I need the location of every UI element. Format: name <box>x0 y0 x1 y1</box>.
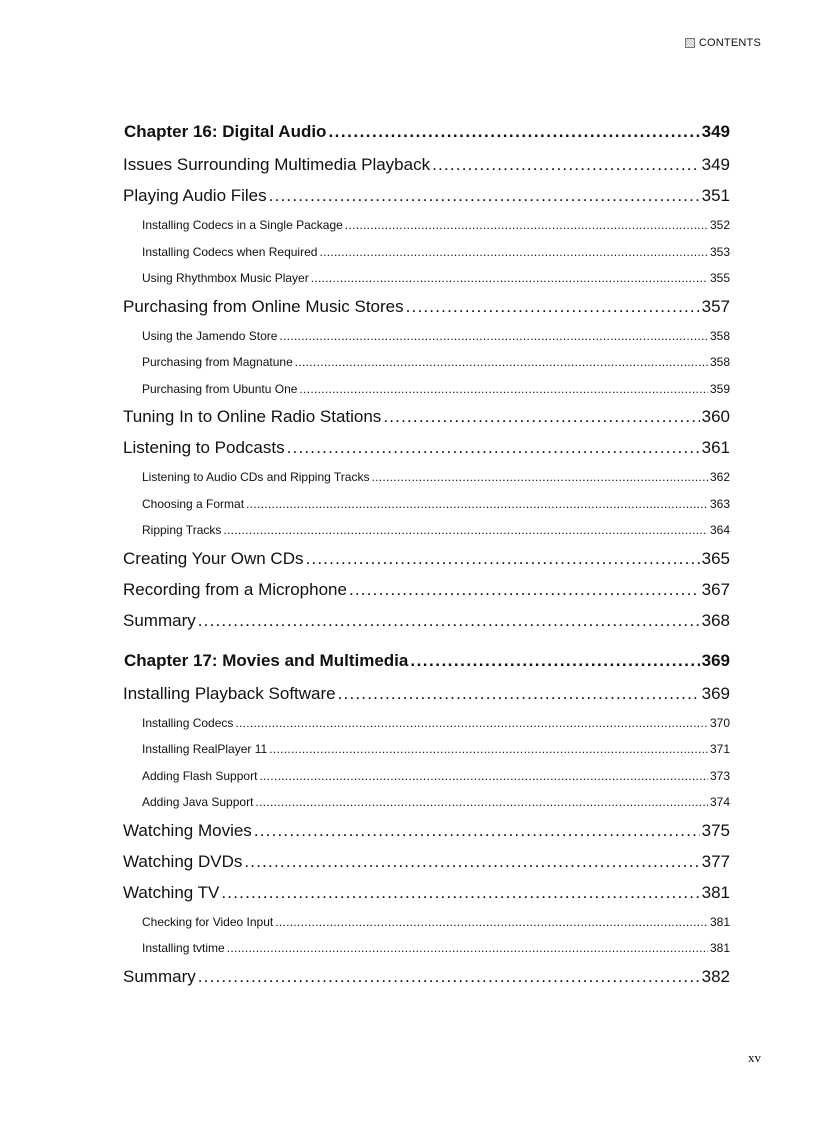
toc-entry-title: Creating Your Own CDs <box>123 548 304 568</box>
dot-leader <box>198 606 700 636</box>
dot-leader <box>279 323 708 349</box>
toc-entry-page: 370 <box>709 715 730 730</box>
dot-leader <box>319 239 708 265</box>
toc-sub-entry[interactable] <box>142 935 730 962</box>
toc-entry-page: 353 <box>709 244 730 259</box>
dot-leader <box>244 847 699 877</box>
toc-entry-title: Adding Flash Support <box>142 768 258 783</box>
toc-entry-title: Installing Codecs in a Single Package <box>142 218 343 232</box>
toc-entry-title: Installing Playback Software <box>123 683 336 703</box>
toc-sub-entry[interactable] <box>142 909 730 936</box>
toc-sub-entry[interactable] <box>142 239 730 266</box>
toc-entry-title: Adding Java Support <box>142 795 254 809</box>
toc-entry-title: Purchasing from Magnatune <box>142 355 293 369</box>
toc-entry-page: 373 <box>709 768 730 783</box>
toc-entry-title: Installing tvtime <box>142 941 225 955</box>
dot-leader <box>432 150 700 180</box>
toc-entry-title: Playing Audio Files <box>123 186 267 205</box>
dot-leader <box>410 647 699 675</box>
running-header <box>685 37 761 49</box>
toc-entry-page: 349 <box>701 122 730 141</box>
toc-entry-page: 361 <box>701 438 730 457</box>
toc-entry-page: 381 <box>709 941 730 955</box>
toc-entry-title: Tuning In to Online Radio Stations <box>123 407 382 426</box>
dot-leader <box>269 736 708 762</box>
toc-section-entry[interactable] <box>123 679 730 710</box>
dot-leader <box>275 909 708 935</box>
toc-entry-page: 351 <box>701 186 730 205</box>
toc-chapter-entry[interactable] <box>124 647 730 679</box>
toc-entry-title: Issues Surrounding Multimedia Playback <box>123 155 431 174</box>
toc-entry-title: Checking for Video Input <box>142 914 274 929</box>
dot-leader <box>246 491 708 517</box>
toc-entry-title: Chapter 17: Movies and Multimedia <box>124 650 409 670</box>
toc-entry-page: 381 <box>701 882 730 902</box>
toc-entry-page: 368 <box>701 610 730 630</box>
toc-entry-page: 367 <box>701 579 730 599</box>
toc-entry-title: Listening to Podcasts <box>123 438 285 457</box>
toc-entry-title: Watching DVDs <box>123 851 243 871</box>
toc-entry-page: 382 <box>701 966 730 986</box>
toc-sub-entry[interactable] <box>142 517 730 544</box>
toc-entry-page: 358 <box>709 328 730 343</box>
toc-sub-entry[interactable] <box>142 736 730 763</box>
toc-section-entry[interactable] <box>123 606 730 637</box>
toc-entry-page: 365 <box>701 548 730 568</box>
dot-leader <box>349 575 700 605</box>
table-of-contents <box>104 118 730 993</box>
dot-leader <box>295 349 708 375</box>
page-number: xv <box>748 1050 761 1065</box>
toc-entry-page: 369 <box>701 650 730 670</box>
toc-section-entry[interactable] <box>123 544 730 575</box>
toc-section-entry[interactable] <box>123 150 730 181</box>
toc-section-entry[interactable] <box>123 878 730 909</box>
toc-entry-title: Summary <box>123 966 196 986</box>
toc-entry-page: 359 <box>709 381 730 396</box>
toc-section-entry[interactable] <box>123 181 730 212</box>
toc-sub-entry[interactable] <box>142 710 730 737</box>
dot-leader <box>371 464 708 490</box>
toc-entry-title: Installing RealPlayer 11 <box>142 742 268 756</box>
toc-entry-page: 363 <box>709 496 730 511</box>
toc-section-entry[interactable] <box>123 292 730 323</box>
toc-entry-page: 355 <box>709 271 730 285</box>
toc-entry-title: Chapter 16: Digital Audio <box>124 122 327 141</box>
dot-leader <box>221 878 699 908</box>
toc-entry-title: Choosing a Format <box>142 496 245 511</box>
running-header-label: CONTENTS <box>698 37 761 49</box>
dot-leader <box>383 402 699 432</box>
dot-leader <box>328 118 699 146</box>
toc-entry-title: Purchasing from Ubuntu One <box>142 381 298 396</box>
dot-leader <box>255 789 708 815</box>
chapter-gap <box>104 637 730 647</box>
toc-section-entry[interactable] <box>123 433 730 464</box>
toc-chapter-entry[interactable] <box>124 118 730 150</box>
toc-section-entry[interactable] <box>123 816 730 847</box>
toc-entry-title: Summary <box>123 610 196 630</box>
toc-entry-title: Recording from a Microphone <box>123 579 347 599</box>
toc-entry-title: Using the Jamendo Store <box>142 328 278 343</box>
dot-leader <box>299 376 708 402</box>
toc-entry-page: 349 <box>701 155 730 174</box>
dot-leader <box>223 517 708 543</box>
toc-entry-page: 369 <box>701 683 730 703</box>
toc-sub-entry[interactable] <box>142 323 730 350</box>
toc-section-entry[interactable] <box>123 402 730 433</box>
toc-sub-entry[interactable] <box>142 789 730 816</box>
toc-section-entry[interactable] <box>123 575 730 606</box>
dot-leader <box>254 816 700 846</box>
toc-entry-title: Ripping Tracks <box>142 523 222 537</box>
toc-entry-page: 374 <box>709 795 730 809</box>
toc-section-entry[interactable] <box>123 962 730 993</box>
toc-entry-title: Installing Codecs when Required <box>142 244 318 259</box>
toc-entry-title: Purchasing from Online Music Stores <box>123 296 404 316</box>
toc-entry-title: Installing Codecs <box>142 715 234 730</box>
toc-entry-page: 375 <box>701 820 730 840</box>
dot-leader <box>345 212 708 238</box>
dot-leader <box>311 265 708 291</box>
dot-leader <box>287 433 700 463</box>
toc-entry-page: 371 <box>709 742 730 756</box>
toc-entry-title: Using Rhythmbox Music Player <box>142 271 309 285</box>
dot-leader <box>198 962 700 992</box>
dot-leader <box>235 710 708 736</box>
toc-entry-page: 377 <box>701 851 730 871</box>
toc-sub-entry[interactable] <box>142 212 730 239</box>
toc-section-entry[interactable] <box>123 847 730 878</box>
dot-leader <box>406 292 700 322</box>
toc-entry-title: Listening to Audio CDs and Ripping Tracks <box>142 470 370 484</box>
toc-entry-page: 357 <box>701 296 730 316</box>
toc-entry-title: Watching TV <box>123 882 220 902</box>
toc-entry-page: 352 <box>709 218 730 232</box>
dot-leader <box>259 763 708 789</box>
square-bullet-icon <box>685 38 695 48</box>
toc-sub-entry[interactable] <box>142 265 730 292</box>
toc-sub-entry[interactable] <box>142 376 730 403</box>
toc-sub-entry[interactable] <box>142 491 730 518</box>
dot-leader <box>227 935 708 961</box>
toc-entry-page: 364 <box>709 523 730 537</box>
toc-entry-page: 362 <box>709 470 730 484</box>
toc-entry-page: 381 <box>709 914 730 929</box>
dot-leader <box>269 181 700 211</box>
dot-leader <box>305 544 699 574</box>
toc-entry-title: Watching Movies <box>123 820 252 840</box>
dot-leader <box>338 679 700 709</box>
toc-entry-page: 358 <box>709 355 730 369</box>
toc-entry-page: 360 <box>701 407 730 426</box>
toc-sub-entry[interactable] <box>142 464 730 491</box>
toc-sub-entry[interactable] <box>142 763 730 790</box>
toc-sub-entry[interactable] <box>142 349 730 376</box>
